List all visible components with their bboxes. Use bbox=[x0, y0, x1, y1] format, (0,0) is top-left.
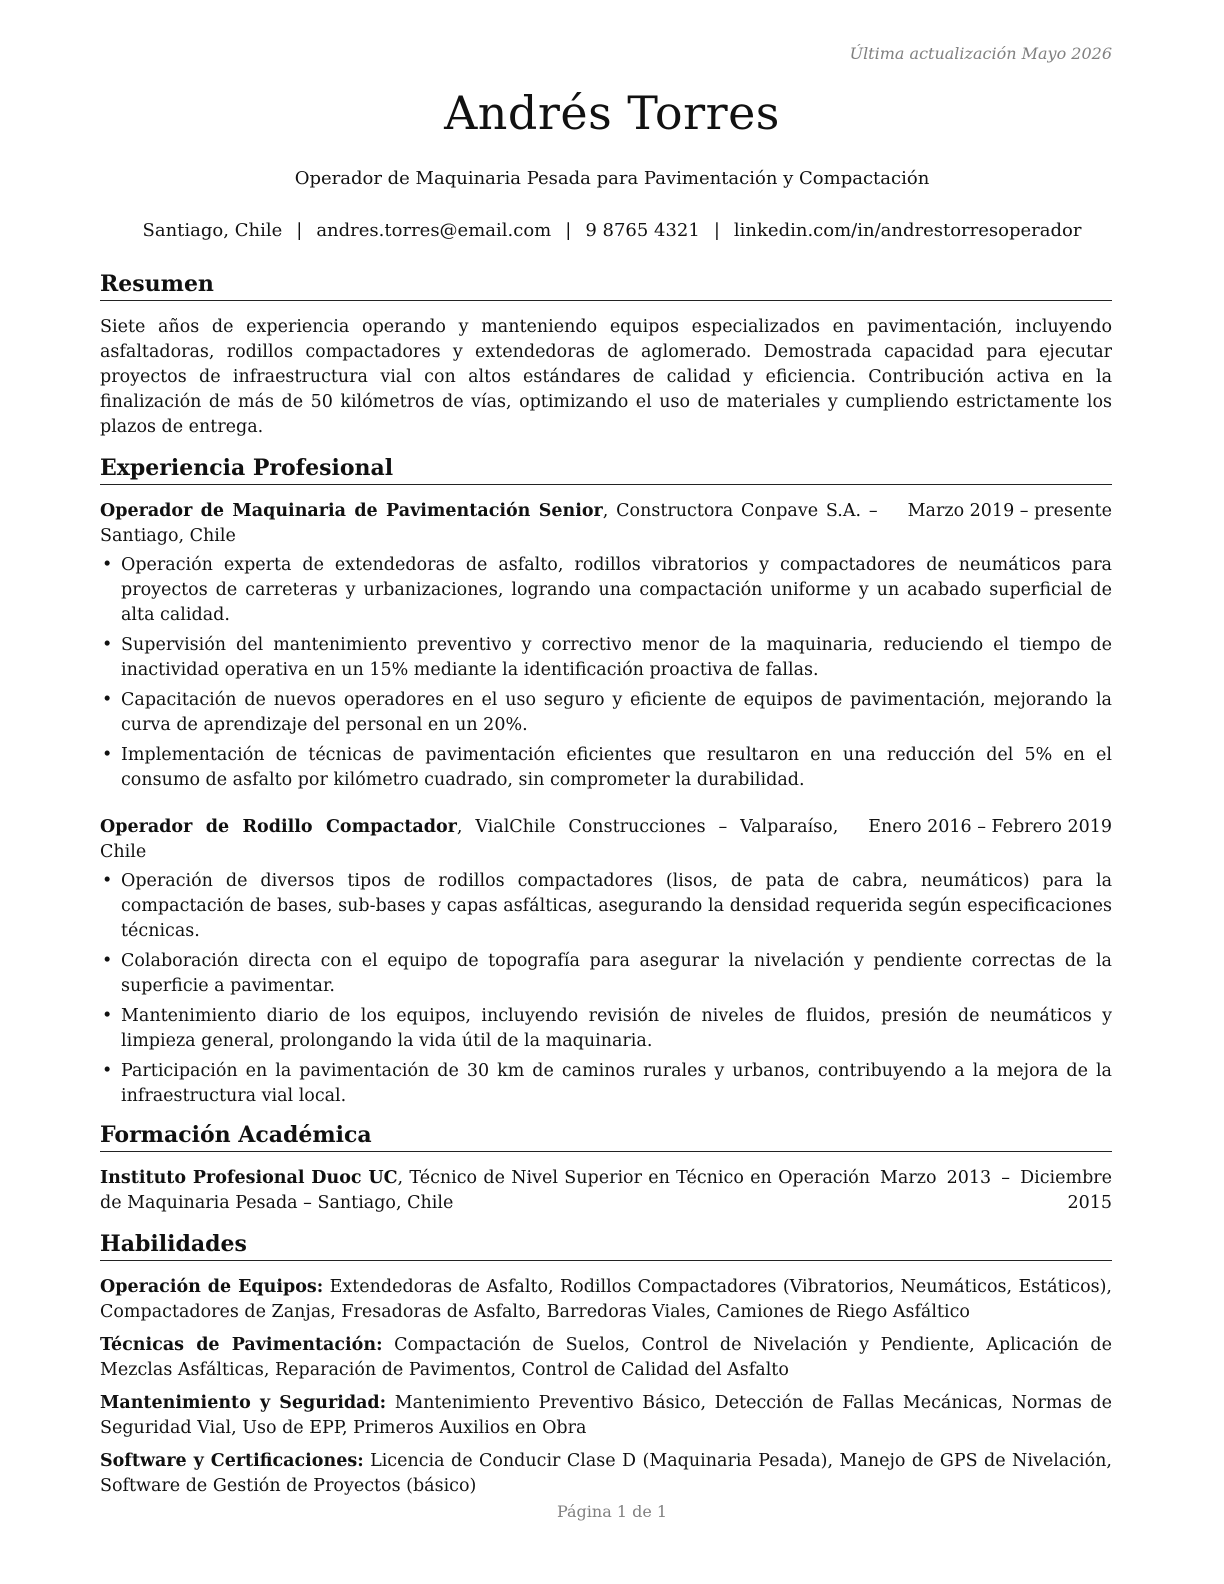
job-bullet: • Capacitación de nuevos operadores en el uso seguro y eficiente de equipos de pavimentación, mejorando la curva de aprendizaje del personal en un 20%. bbox=[100, 688, 1112, 738]
education-entry bbox=[100, 1166, 1112, 1216]
skill-group bbox=[100, 1275, 1112, 1325]
skill-group bbox=[100, 1333, 1112, 1383]
section-summary bbox=[100, 270, 1112, 440]
education-institution: Instituto Profesional Duoc UC bbox=[100, 1168, 398, 1188]
last-updated: Última actualización Mayo 2026 bbox=[849, 44, 1112, 63]
job-dates: Enero 2016 – Febrero 2019 bbox=[868, 817, 1112, 837]
job-bullet: • Participación en la pavimentación de 30 km de caminos rurales y urbanos, contribuyendo a la mejora de la infraestructura vial local. bbox=[100, 1059, 1112, 1109]
skill-group bbox=[100, 1449, 1112, 1499]
job-entry bbox=[100, 499, 1112, 793]
job-bullet: • Implementación de técnicas de pavimentación eficientes que resultaron en una reducción del 5% en el consumo de asfalto por kilómetro cuadrado, sin comprometer la durabilidad. bbox=[100, 743, 1112, 793]
skill-text: Mantenimiento Preventivo Básico, Detección de Fallas Mecánicas, Normas de Seguridad Vial, Uso de EPP, Primeros Auxilios en Obra bbox=[100, 1393, 1112, 1438]
skill-label: Mantenimiento y Seguridad: bbox=[100, 1393, 387, 1413]
job-bullets bbox=[100, 553, 1112, 793]
skill-label: Operación de Equipos: bbox=[100, 1277, 324, 1297]
resume-content bbox=[100, 270, 1112, 1507]
skill-text: Compactación de Suelos, Control de Nivelación y Pendiente, Aplicación de Mezclas Asfálticas, Reparación de Pavimentos, Control de Calidad del Asfalto bbox=[100, 1335, 1112, 1380]
contact-separator: | bbox=[713, 220, 720, 241]
job-bullet: • Mantenimiento diario de los equipos, incluyendo revisión de niveles de fluidos, presión de neumáticos y limpieza general, prolongando la vida útil de la maquinaria. bbox=[100, 1004, 1112, 1054]
job-role: Operador de Rodillo Compactador bbox=[100, 817, 457, 837]
skill-text: Licencia de Conducir Clase D (Maquinaria Pesada), Manejo de GPS de Nivelación, Software de Gestión de Proyectos (básico) bbox=[100, 1451, 1112, 1496]
job-header bbox=[100, 815, 1112, 865]
skill-text: Extendedoras de Asfalto, Rodillos Compactadores (Vibratorios, Neumáticos, Estáticos), Compactadores de Zanjas, Fresadoras de Asfalto, Barredoras Viales, Camiones de Riego Asfáltico bbox=[100, 1277, 1112, 1322]
page-number: Página 1 de 1 bbox=[556, 1502, 668, 1521]
job-role: Operador de Maquinaria de Pavimentación Senior bbox=[100, 501, 603, 521]
job-bullet: • Colaboración directa con el equipo de topografía para asegurar la nivelación y pendiente correctas de la superficie a pavimentar. bbox=[100, 949, 1112, 999]
job-bullet: • Supervisión del mantenimiento preventivo y correctivo menor de la maquinaria, reduciendo el tiempo de inactividad operativa en un 15% mediante la identificación proactiva de fallas. bbox=[100, 633, 1112, 683]
section-title-education: Formación Académica bbox=[100, 1121, 1112, 1152]
job-entry bbox=[100, 815, 1112, 1109]
section-title-experience: Experiencia Profesional bbox=[100, 454, 1112, 485]
education-dates: Marzo 2013 – Diciembre 2015 bbox=[880, 1168, 1112, 1213]
skill-group bbox=[100, 1391, 1112, 1441]
job-company: , Constructora Conpave S.A. – Santiago, Chile bbox=[100, 501, 878, 546]
contact-separator: | bbox=[296, 220, 303, 241]
job-bullet: • Operación de diversos tipos de rodillos compactadores (lisos, de pata de cabra, neumáticos) para la compactación de bases, sub-bases y capas asfálticas, asegurando la densidad requerida según especificaciones técnicas. bbox=[100, 869, 1112, 944]
contact-separator: | bbox=[565, 220, 572, 241]
education-detail-line bbox=[100, 1166, 880, 1216]
section-experience bbox=[100, 454, 1112, 1109]
contact-email[interactable]: andres.torres@email.com bbox=[316, 220, 552, 241]
contact-location: Santiago, Chile bbox=[142, 220, 283, 241]
job-dates: Marzo 2019 – presente bbox=[907, 501, 1112, 521]
contact-line bbox=[0, 220, 1224, 241]
summary-text: Siete años de experiencia operando y manteniendo equipos especializados en pavimentación, incluyendo asfaltadoras, rodillos compactadores y extendedoras de aglomerado. Demostrada capacidad para ejecutar proyectos de infraestructura vial con altos estándares de calidad y eficiencia. Contribución activa en la finalización de más de 50 kilómetros de vías, optimizando el uso de materiales y cumpliendo estrictamente los plazos de entrega. bbox=[100, 317, 1112, 437]
job-bullet: • Operación experta de extendedoras de asfalto, rodillos vibratorios y compactadores de neumáticos para proyectos de carreteras y urbanizaciones, logrando una compactación uniforme y un acabado superficial de alta calidad. bbox=[100, 553, 1112, 628]
contact-linkedin[interactable]: linkedin.com/in/andrestorresoperador bbox=[733, 220, 1082, 241]
section-title-skills: Habilidades bbox=[100, 1230, 1112, 1261]
job-company: , VialChile Construcciones – Valparaíso, Chile bbox=[100, 817, 839, 862]
candidate-headline: Operador de Maquinaria Pesada para Pavimentación y Compactación bbox=[294, 168, 930, 189]
skill-label: Software y Certificaciones: bbox=[100, 1451, 364, 1471]
section-skills bbox=[100, 1230, 1112, 1499]
skill-label: Técnicas de Pavimentación: bbox=[100, 1335, 383, 1355]
job-title-line bbox=[100, 815, 868, 865]
education-degree: , Técnico de Nivel Superior en Técnico en Operación de Maquinaria Pesada – Santiago, Chile bbox=[100, 1168, 870, 1213]
contact-phone: 9 8765 4321 bbox=[585, 220, 700, 241]
section-education bbox=[100, 1121, 1112, 1216]
job-title-line bbox=[100, 499, 908, 549]
job-header bbox=[100, 499, 1112, 549]
job-bullets bbox=[100, 869, 1112, 1109]
section-title-summary: Resumen bbox=[100, 270, 1112, 301]
candidate-name: Andrés Torres bbox=[444, 86, 780, 140]
